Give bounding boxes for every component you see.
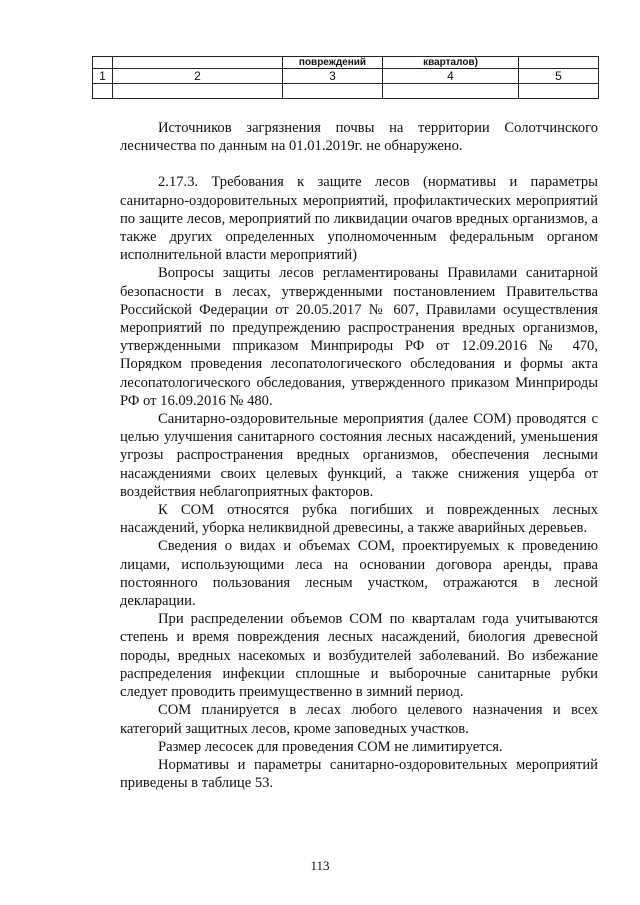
paragraph-cutting-size: Размер лесосек для проведения СОМ не лимитируется. [158,738,503,755]
table-header-row [93,57,599,69]
table-header-cell [93,57,113,69]
table-number-cell: 1 [93,69,113,84]
table-header-cell [519,57,599,69]
table-number-cell: 3 [283,69,383,84]
table-header-cell: повреждений [283,57,383,69]
paragraph-regulations: Вопросы защиты лесов регламентированы Правилами санитарной безопасности в лесах, утвержденными постановлением Правительства Российской Федерации от 20.05.2017 № 607, Правилами осуществления мероприятий по предупреждению распространения вредных организмов, утвержденными пприказом Минприроды РФ от 12.09.2016 № 470, Порядком проведения лесопатологического обследования и формы акта лесопатологического обследования, утвержденного приказом Минприроды РФ от 16.09.2016 № 480. [120,265,598,409]
paragraph-som-declaration: Сведения о видах и объемах СОМ, проектируемых к проведению лицами, использующими леса на основании договора аренды, права постоянного пользования лесным участком, отражаются в лесной декларации. [120,538,598,610]
table-empty-row [93,84,599,99]
table-header-cell: кварталов) [383,57,519,69]
paragraph-som-distribution: При распределении объемов СОМ по кварталам года учитываются степень и время повреждения лесных насаждений, биология древесной породы, вредных насекомых и возбудителей заболеваний. Во избежание распределения инфекции сплошные и выборочные санитарные рубки следует проводить преимущественно в зимний период. [120,611,598,701]
table-cell [383,84,519,99]
table-cell [519,84,599,99]
table-number-row [93,69,599,84]
table-number-cell: 2 [113,69,283,84]
paragraph-som-types: К СОМ относятся рубка погибших и поврежденных лесных насаждений, уборка неликвидной древесины, а также аварийных деревьев. [120,502,598,537]
table-cell [93,84,113,99]
paragraph-som-purpose: Санитарно-оздоровительные мероприятия (далее СОМ) проводятся с целью улучшения санитарного состояния лесных насаждений, уменьшения угрозы распространения вредных организмов, обеспечения лесными насаждениями своих целевых функций, а также снижения ущерба от воздействия неблагоприятных факторов. [120,411,598,500]
table-number-cell: 5 [519,69,599,84]
paragraph-som-planning: СОМ планируется в лесах любого целевого назначения и всех категорий защитных лесов, кроме заповедных участков. [120,702,598,737]
paragraph-table-reference: Нормативы и параметры санитарно-оздоровительных мероприятий приведены в таблице 53. [120,756,598,792]
table-cell [113,84,283,99]
paragraph-soil-pollution: Источников загрязнения почвы на территории Солотчинского лесничества по данным на 01.01.2019г. не обнаружено. [120,120,598,155]
table-number-cell: 4 [383,69,519,84]
table-header-cell [113,57,283,69]
table-fragment [92,56,599,99]
table-cell [283,84,383,99]
page-number: 113 [310,858,330,873]
section-heading-2-17-3: 2.17.3. Требования к защите лесов (нормативы и параметры санитарно-оздоровительных мероприятий, профилактических мероприятий по защите лесов, мероприятий по ликвидации очагов вредных организмов, а также других определенных уполномоченным федеральным органом исполнительной власти мероприятий) [120,174,598,264]
body-text [120,119,598,792]
